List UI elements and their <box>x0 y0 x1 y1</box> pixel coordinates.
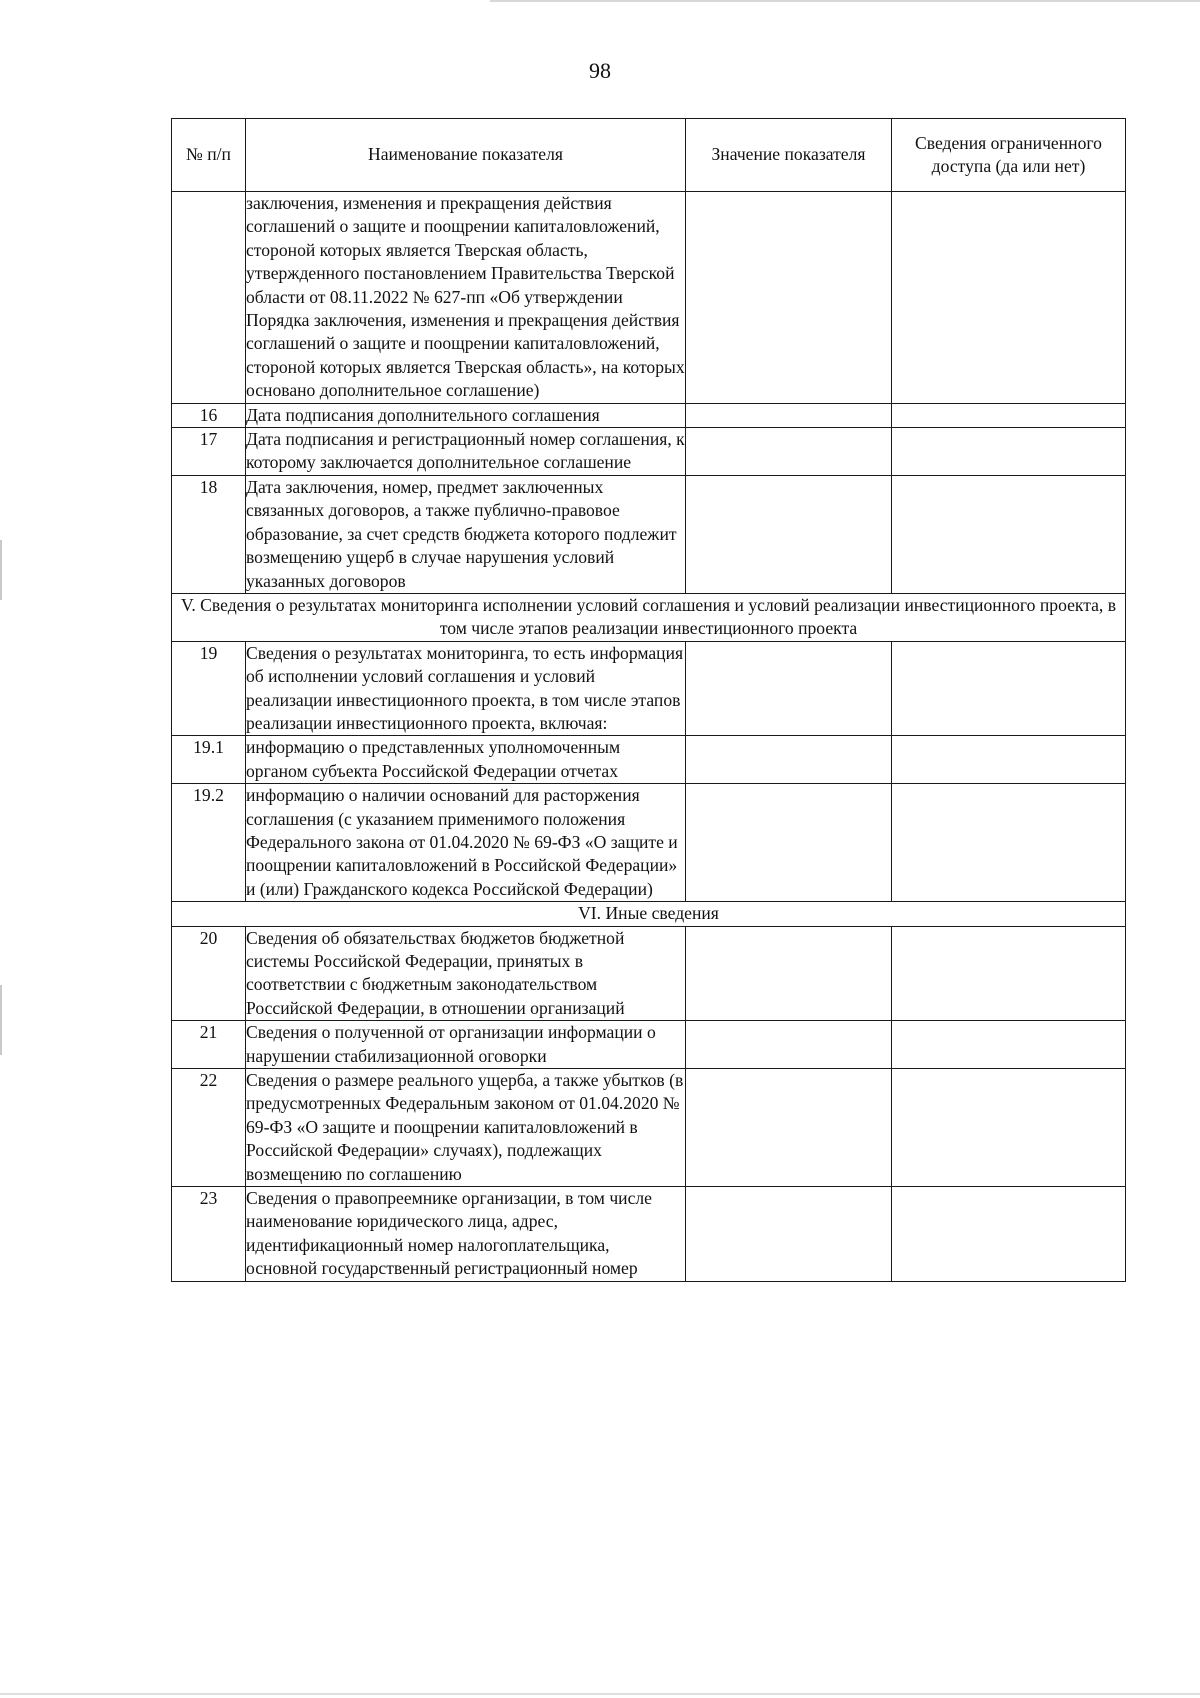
scan-edge-left <box>0 985 2 1055</box>
row-number: 19.1 <box>172 736 246 784</box>
indicator-value <box>686 428 892 476</box>
restricted-access <box>892 475 1126 593</box>
table-row <box>172 1069 1126 1187</box>
indicator-name: Сведения о результатах мониторинга, то есть информация об исполнении условий соглашения и условий реализации инвестиционного проекта, в том числе этапов реализации инвестиционного проекта, включая: <box>246 641 686 736</box>
indicator-name: Дата заключения, номер, предмет заключенных связанных договоров, а также публично-правовое образование, за счет средств бюджета которого подлежит возмещению ущерб в случае нарушения условий указанных договоров <box>246 475 686 593</box>
indicator-name: Сведения об обязательствах бюджетов бюджетной системы Российской Федерации, принятых в соответствии с бюджетным законодательством Российской Федерации, в отношении организаций <box>246 926 686 1021</box>
indicator-name: Сведения о правопреемнике организации, в том числе наименование юридического лица, адрес, идентификационный номер налогоплательщика, основной государственный регистрационный номер <box>246 1187 686 1282</box>
indicator-value <box>686 403 892 427</box>
header-num: № п/п <box>172 119 246 192</box>
indicator-value <box>686 926 892 1021</box>
row-number: 19 <box>172 641 246 736</box>
row-number: 20 <box>172 926 246 1021</box>
indicator-value <box>686 1187 892 1282</box>
indicator-name: заключения, изменения и прекращения действия соглашений о защите и поощрении капиталовложений, стороной которых является Тверская область, утвержденного постановлением Правительства Тверской области от 08.11.2022 № 627-пп «Об утверждении Порядка заключения, изменения и прекращения действия соглашений о защите и поощрении капиталовложений, стороной которых является Тверская область», на которых основано дополнительное соглашение) <box>246 192 686 404</box>
indicator-name: Сведения о размере реального ущерба, а также убытков (в предусмотренных Федеральным законом от 01.04.2020 № 69-ФЗ «О защите и поощрении капиталовложений в Российской Федерации» случаях), подлежащих возмещению по соглашению <box>246 1069 686 1187</box>
row-number: 19.2 <box>172 784 246 902</box>
indicator-name: информацию о представленных уполномоченным органом субъекта Российской Федерации отчетах <box>246 736 686 784</box>
table-row <box>172 784 1126 902</box>
indicator-value <box>686 475 892 593</box>
row-number: 21 <box>172 1021 246 1069</box>
indicator-name: Сведения о полученной от организации информации о нарушении стабилизационной оговорки <box>246 1021 686 1069</box>
row-number: 16 <box>172 403 246 427</box>
header-restricted: Сведения ограниченного доступа (да или нет) <box>892 119 1126 192</box>
table-row <box>172 1187 1126 1282</box>
indicator-value <box>686 784 892 902</box>
restricted-access <box>892 1021 1126 1069</box>
indicator-value <box>686 1069 892 1187</box>
table-row <box>172 428 1126 476</box>
row-number: 23 <box>172 1187 246 1282</box>
section-row <box>172 593 1126 641</box>
row-number: 18 <box>172 475 246 593</box>
table-row <box>172 403 1126 427</box>
row-number: 17 <box>172 428 246 476</box>
restricted-access <box>892 403 1126 427</box>
table-row <box>172 192 1126 404</box>
indicator-value <box>686 1021 892 1069</box>
indicator-value <box>686 736 892 784</box>
page-number: 98 <box>589 58 611 83</box>
section-heading: V. Сведения о результатах мониторинга исполнении условий соглашения и условий реализации инвестиционного проекта, в том числе этапов реализации инвестиционного проекта <box>172 593 1126 641</box>
indicator-value <box>686 192 892 404</box>
indicator-name: Дата подписания и регистрационный номер соглашения, к которому заключается дополнительное соглашение <box>246 428 686 476</box>
indicator-name: Дата подписания дополнительного соглашения <box>246 403 686 427</box>
scan-edge-left <box>0 540 2 600</box>
table-header-row <box>172 119 1126 192</box>
table-row <box>172 736 1126 784</box>
restricted-access <box>892 1187 1126 1282</box>
row-number: 22 <box>172 1069 246 1187</box>
restricted-access <box>892 641 1126 736</box>
header-name: Наименование показателя <box>246 119 686 192</box>
restricted-access <box>892 428 1126 476</box>
section-row <box>172 902 1126 926</box>
indicator-table <box>171 118 1126 1282</box>
scan-edge-top <box>490 0 1200 2</box>
restricted-access <box>892 736 1126 784</box>
table-row <box>172 926 1126 1021</box>
scan-edge-bottom <box>0 1693 1200 1695</box>
row-number <box>172 192 246 404</box>
section-heading: VI. Иные сведения <box>172 902 1126 926</box>
restricted-access <box>892 784 1126 902</box>
table-row <box>172 475 1126 593</box>
restricted-access <box>892 192 1126 404</box>
header-value: Значение показателя <box>686 119 892 192</box>
restricted-access <box>892 1069 1126 1187</box>
table-row <box>172 641 1126 736</box>
indicator-name: информацию о наличии оснований для расторжения соглашения (с указанием применимого положения Федерального закона от 01.04.2020 № 69-ФЗ «О защите и поощрении капиталовложений в Российской Федерации» и (или) Гражданского кодекса Российской Федерации) <box>246 784 686 902</box>
table-body <box>172 192 1126 1282</box>
restricted-access <box>892 926 1126 1021</box>
indicator-value <box>686 641 892 736</box>
table-row <box>172 1021 1126 1069</box>
